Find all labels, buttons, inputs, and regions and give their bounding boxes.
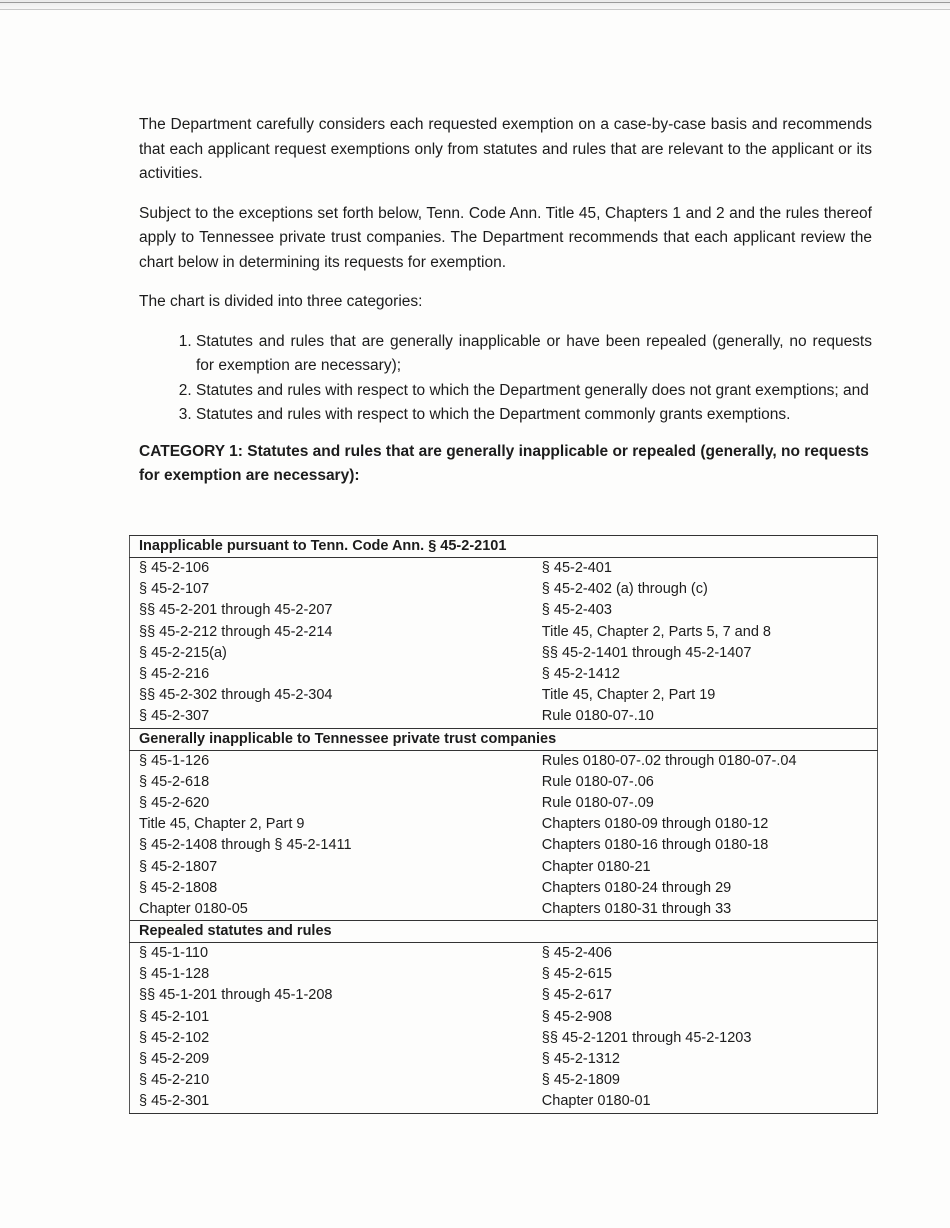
category-list-item: 2. Statutes and rules with respect to which the Department generally does not grant exemptions; and xyxy=(196,379,872,404)
table-row xyxy=(130,579,878,600)
table-cell: § 45-1-128 xyxy=(130,964,537,985)
applicability-paragraph: Subject to the exceptions set forth below, Tenn. Code Ann. Title 45, Chapters 1 and 2 and the rules thereof apply to Tennessee private trust companies. The Department recommends that each applicant review the chart below in determining its requests for exemption. xyxy=(139,204,872,271)
table-cell: § 45-2-216 xyxy=(130,664,537,685)
table-cell: § 45-2-106 xyxy=(130,558,537,580)
table-cell: §§ 45-2-212 through 45-2-214 xyxy=(130,622,537,643)
chart-intro-paragraph: The chart is divided into three categories: xyxy=(139,293,423,310)
section-title: Repealed statutes and rules xyxy=(130,921,878,943)
table-cell: §§ 45-2-1401 through 45-2-1407 xyxy=(537,643,878,664)
table-cell: § 45-2-1408 through § 45-2-1411 xyxy=(130,835,537,856)
table-cell: § 45-2-1312 xyxy=(537,1049,878,1070)
table-cell: Chapter 0180-21 xyxy=(537,856,878,877)
table-cell: §§ 45-2-1201 through 45-2-1203 xyxy=(537,1028,878,1049)
table-cell: Title 45, Chapter 2, Part 19 xyxy=(537,685,878,706)
table-row xyxy=(130,1070,878,1091)
table-row xyxy=(130,964,878,985)
table-row xyxy=(130,1007,878,1028)
intro-paragraph: The Department carefully considers each requested exemption on a case-by-case basis and recommends that each applicant request exemptions only from statutes and rules that are relevant to the applicant or its activities. xyxy=(139,116,872,182)
table-cell: § 45-1-110 xyxy=(130,943,537,965)
table-cell: Chapters 0180-31 through 33 xyxy=(537,899,878,921)
table-cell: Rule 0180-07-.10 xyxy=(537,706,878,728)
table-cell: § 45-2-215(a) xyxy=(130,643,537,664)
exemption-chart xyxy=(129,535,878,1114)
table-cell: § 45-1-126 xyxy=(130,750,537,772)
table-cell: Chapter 0180-05 xyxy=(130,899,537,921)
table-row xyxy=(130,1028,878,1049)
table-row xyxy=(130,772,878,793)
table-cell: § 45-2-406 xyxy=(537,943,878,965)
document-body xyxy=(139,113,872,501)
section-title: Generally inapplicable to Tennessee private trust companies xyxy=(130,728,878,750)
table-cell: § 45-2-102 xyxy=(130,1028,537,1049)
table-cell: Rules 0180-07-.02 through 0180-07-.04 xyxy=(537,750,878,772)
section-header-row xyxy=(130,921,878,943)
table-row xyxy=(130,814,878,835)
table-cell: § 45-2-210 xyxy=(130,1070,537,1091)
table-cell: § 45-2-1809 xyxy=(537,1070,878,1091)
table-cell: Rule 0180-07-.09 xyxy=(537,793,878,814)
section-header-row xyxy=(130,728,878,750)
table-row xyxy=(130,985,878,1006)
table-cell: Chapter 0180-01 xyxy=(537,1091,878,1113)
table-cell: §§ 45-2-201 through 45-2-207 xyxy=(130,600,537,621)
table-row xyxy=(130,943,878,965)
table-cell: § 45-2-209 xyxy=(130,1049,537,1070)
table-cell: § 45-2-403 xyxy=(537,600,878,621)
table-row xyxy=(130,622,878,643)
table-cell: § 45-2-617 xyxy=(537,985,878,1006)
table-cell: § 45-2-615 xyxy=(537,964,878,985)
table-row xyxy=(130,600,878,621)
table-cell: Rule 0180-07-.06 xyxy=(537,772,878,793)
table-row xyxy=(130,878,878,899)
table-cell: § 45-2-101 xyxy=(130,1007,537,1028)
table-cell: § 45-2-1807 xyxy=(130,856,537,877)
section-header-row xyxy=(130,536,878,558)
category-list-item: 3. Statutes and rules with respect to which the Department commonly grants exemptions. xyxy=(196,403,872,428)
table-cell: Chapters 0180-16 through 0180-18 xyxy=(537,835,878,856)
table-cell: Chapters 0180-24 through 29 xyxy=(537,878,878,899)
table-row xyxy=(130,793,878,814)
table-row xyxy=(130,750,878,772)
table-row xyxy=(130,899,878,921)
table-row xyxy=(130,1091,878,1113)
table-cell: § 45-2-401 xyxy=(537,558,878,580)
table-cell: § 45-2-301 xyxy=(130,1091,537,1113)
table-cell: § 45-2-1412 xyxy=(537,664,878,685)
table-row xyxy=(130,664,878,685)
table-cell: § 45-2-307 xyxy=(130,706,537,728)
table-cell: § 45-2-107 xyxy=(130,579,537,600)
table-row xyxy=(130,856,878,877)
table-row xyxy=(130,706,878,728)
table-row xyxy=(130,558,878,580)
table-cell: Title 45, Chapter 2, Part 9 xyxy=(130,814,537,835)
category-1-heading: CATEGORY 1: Statutes and rules that are generally inapplicable or repealed (generally, no requests for exemption are necessary): xyxy=(139,442,869,484)
table-cell: Title 45, Chapter 2, Parts 5, 7 and 8 xyxy=(537,622,878,643)
section-title: Inapplicable pursuant to Tenn. Code Ann. § 45-2-2101 xyxy=(130,536,878,558)
scan-edge-line xyxy=(0,2,950,3)
category-list xyxy=(139,330,872,428)
table-cell: Chapters 0180-09 through 0180-12 xyxy=(537,814,878,835)
table-cell: § 45-2-620 xyxy=(130,793,537,814)
table-cell: § 45-2-908 xyxy=(537,1007,878,1028)
table-cell: § 45-2-1808 xyxy=(130,878,537,899)
table-cell: § 45-2-402 (a) through (c) xyxy=(537,579,878,600)
table-cell: §§ 45-2-302 through 45-2-304 xyxy=(130,685,537,706)
table-cell: § 45-2-618 xyxy=(130,772,537,793)
table-row xyxy=(130,685,878,706)
category-list-item: 1. Statutes and rules that are generally inapplicable or have been repealed (generally, no requests for exemption are necessary); xyxy=(196,330,872,379)
table-row xyxy=(130,643,878,664)
table-row xyxy=(130,835,878,856)
table-row xyxy=(130,1049,878,1070)
table-cell: §§ 45-1-201 through 45-1-208 xyxy=(130,985,537,1006)
